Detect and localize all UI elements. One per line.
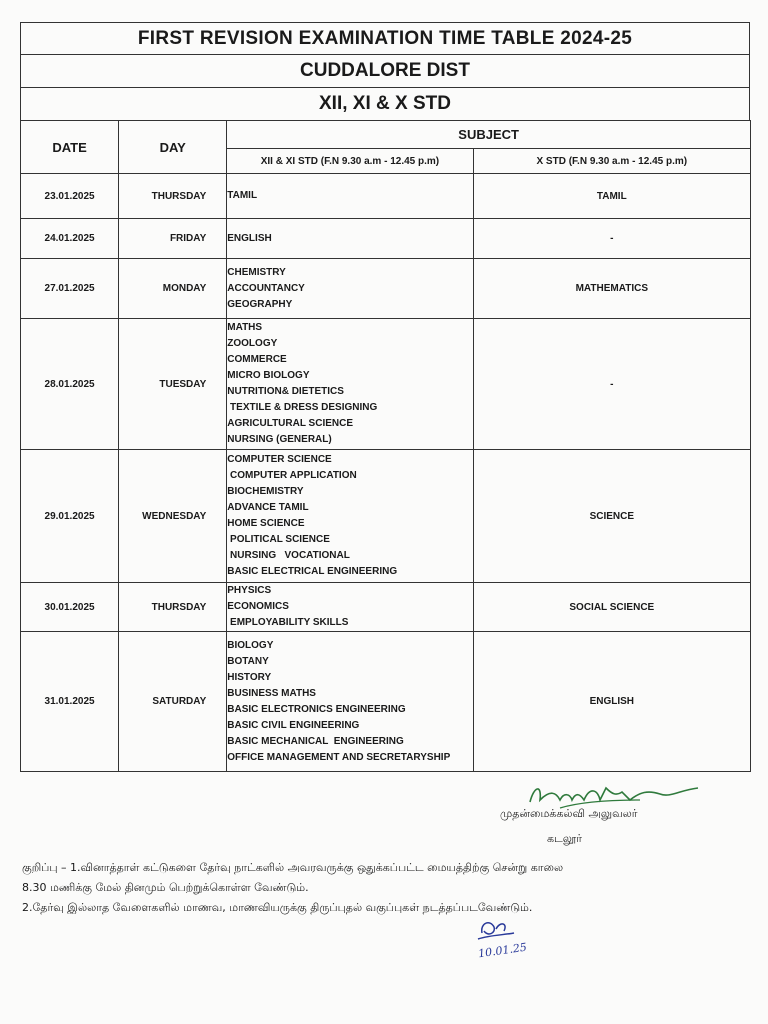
- handwritten-date: 10.01.25: [477, 940, 528, 961]
- row-date: 30.01.2025: [21, 583, 119, 632]
- subject-item: ECONOMICS: [227, 601, 289, 612]
- table-row: [21, 632, 751, 772]
- subject-item: ENGLISH: [227, 232, 272, 244]
- subject-item: BUSINESS MATHS: [227, 687, 316, 699]
- row-xii-xi-subjects: [227, 219, 473, 259]
- row-date: 31.01.2025: [21, 632, 119, 772]
- table-row: [21, 174, 751, 219]
- note-line-2: 8.30 மணிக்கு மேல் தினமும் பெற்றுக்கொள்ள வேண்டும்.: [22, 881, 309, 894]
- subject-item: GEOGRAPHY: [227, 298, 293, 310]
- col-date-header: DATE: [21, 121, 119, 174]
- row-x-subject: -: [473, 219, 750, 259]
- row-date: 29.01.2025: [21, 450, 119, 583]
- table-row: [21, 259, 751, 319]
- subject-item: TAMIL: [227, 190, 258, 201]
- row-xii-xi-subjects: [227, 583, 473, 632]
- subject-item: TEXTILE & DRESS DESIGNING: [227, 402, 378, 413]
- row-date: 24.01.2025: [21, 219, 119, 259]
- subject-item: MICRO BIOLOGY: [227, 370, 310, 381]
- row-xii-xi-subjects: [227, 174, 473, 219]
- timetable: [20, 120, 751, 772]
- subject-item: AGRICULTURAL SCIENCE: [227, 418, 354, 429]
- subject-item: POLITICAL SCIENCE: [227, 534, 330, 545]
- row-date: 28.01.2025: [21, 319, 119, 450]
- subject-item: HOME SCIENCE: [227, 518, 305, 529]
- row-xii-xi-subjects: [227, 319, 473, 450]
- subject-item: ACCOUNTANCY: [227, 282, 305, 294]
- row-day: THURSDAY: [119, 174, 227, 219]
- officer-designation: முதன்மைக்கல்வி அலுவலர்: [500, 807, 638, 820]
- row-day: THURSDAY: [119, 583, 227, 632]
- subject-item: EMPLOYABILITY SKILLS: [227, 617, 349, 628]
- note-line-1: குறிப்பு – 1.வினாத்தாள் கட்டுகளை தேர்வு நாட்களில் அவரவருக்கு ஒதுக்கப்பட்ட மையத்திற்கு சென்று காலை: [22, 861, 564, 874]
- col-x-header: X STD (F.N 9.30 a.m - 12.45 p.m): [473, 149, 750, 174]
- subject-item: BIOCHEMISTRY: [227, 486, 304, 497]
- subject-item: NUTRITION& DIETETICS: [227, 386, 344, 397]
- row-x-subject: -: [473, 319, 750, 450]
- subject-item: COMMERCE: [227, 354, 287, 365]
- row-day: TUESDAY: [119, 319, 227, 450]
- row-x-subject: TAMIL: [473, 174, 750, 219]
- subject-item: BASIC MECHANICAL ENGINEERING: [227, 735, 404, 747]
- subject-item: NURSING (GENERAL): [227, 434, 332, 445]
- subject-item: COMPUTER APPLICATION: [227, 470, 357, 481]
- district-title: CUDDALORE DIST: [20, 54, 750, 87]
- timetable-body: [21, 174, 751, 772]
- subject-item: MATHS: [227, 322, 263, 333]
- subject-item: CHEMISTRY: [227, 266, 286, 278]
- subject-item: ADVANCE TAMIL: [227, 502, 309, 513]
- notes-block: [22, 858, 722, 918]
- col-subject-header: SUBJECT: [227, 121, 751, 149]
- subject-item: COMPUTER SCIENCE: [227, 454, 332, 465]
- subject-item: BIOLOGY: [227, 639, 274, 651]
- table-row: [21, 450, 751, 583]
- row-x-subject: MATHEMATICS: [473, 259, 750, 319]
- row-x-subject: SCIENCE: [473, 450, 750, 583]
- subject-item: BASIC ELECTRONICS ENGINEERING: [227, 703, 406, 715]
- col-xii-xi-header: XII & XI STD (F.N 9.30 a.m - 12.45 p.m): [227, 149, 473, 174]
- exam-title: FIRST REVISION EXAMINATION TIME TABLE 2024-25: [20, 22, 750, 54]
- subject-item: BASIC ELECTRICAL ENGINEERING: [227, 566, 398, 577]
- table-row: [21, 219, 751, 259]
- row-xii-xi-subjects: [227, 450, 473, 583]
- row-xii-xi-subjects: [227, 259, 473, 319]
- subject-item: BASIC CIVIL ENGINEERING: [227, 719, 360, 731]
- table-row: [21, 319, 751, 450]
- note-line-3: 2.தேர்வு இல்லாத வேளைகளில் மாணவ, மாணவியருக்கு திருப்புதல் வகுப்புகள் நடத்தப்படவேண்டும்.: [22, 901, 533, 914]
- row-day: FRIDAY: [119, 219, 227, 259]
- subject-item: HISTORY: [227, 671, 272, 683]
- row-date: 27.01.2025: [21, 259, 119, 319]
- col-day-header: DAY: [119, 121, 227, 174]
- row-day: WEDNESDAY: [119, 450, 227, 583]
- table-row: [21, 583, 751, 632]
- officer-place: கடலூர்: [547, 832, 582, 845]
- subject-item: ZOOLOGY: [227, 338, 278, 349]
- subject-item: BOTANY: [227, 655, 269, 667]
- row-date: 23.01.2025: [21, 174, 119, 219]
- row-xii-xi-subjects: [227, 632, 473, 772]
- row-x-subject: SOCIAL SCIENCE: [473, 583, 750, 632]
- subject-item: PHYSICS: [227, 585, 272, 596]
- row-day: MONDAY: [119, 259, 227, 319]
- classes-title: XII, XI & X STD: [20, 87, 750, 120]
- subject-item: NURSING VOCATIONAL: [227, 550, 350, 561]
- row-x-subject: ENGLISH: [473, 632, 750, 772]
- subject-item: OFFICE MANAGEMENT AND SECRETARYSHIP: [227, 751, 451, 763]
- row-day: SATURDAY: [119, 632, 227, 772]
- timetable-sheet: [20, 22, 750, 772]
